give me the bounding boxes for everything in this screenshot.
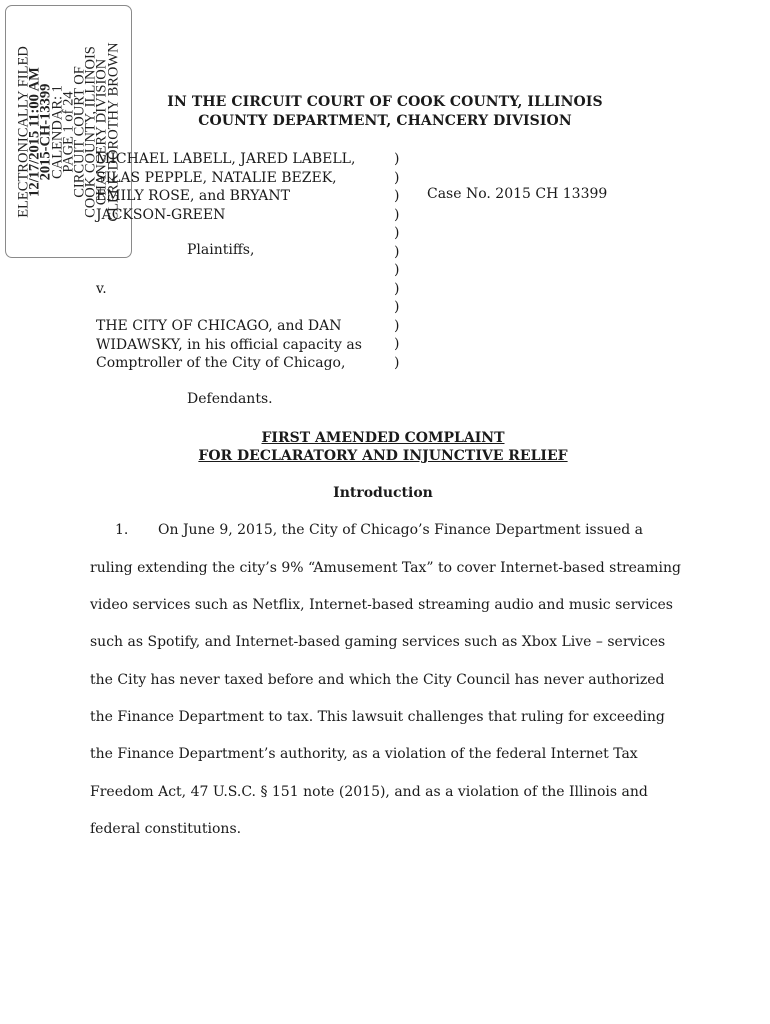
paren: ): [394, 299, 400, 315]
paren: ): [394, 188, 400, 204]
defendants-names: [96, 317, 362, 373]
paragraph-line: ruling extending the city’s 9% “Amusement Tax” to cover Internet-based streaming: [90, 560, 682, 576]
court-title-line-2: COUNTY DEPARTMENT, CHANCERY DIVISION: [198, 113, 572, 129]
paren: ): [394, 206, 400, 223]
paren: ): [394, 317, 400, 334]
defendant-line: THE CITY OF CHICAGO, and DAN: [96, 318, 342, 334]
case-number: Case No. 2015 CH 13399: [427, 186, 608, 202]
paren: ): [394, 225, 400, 241]
defendant-line: WIDAWSKY, in his official capacity as: [96, 336, 362, 353]
defendant-line: Comptroller of the City of Chicago,: [96, 355, 346, 371]
stamp-line: PAGE 1 of 24: [60, 91, 77, 173]
paragraph-line: Freedom Act, 47 U.S.C. § 151 note (2015), and as a violation of the Illinois and: [90, 784, 648, 800]
paren: ): [394, 262, 400, 278]
paren: ): [394, 169, 400, 186]
stamp-line: ELECTRONICALLY FILED: [15, 46, 32, 218]
paragraph-line: video services such as Netflix, Internet-based streaming audio and music services: [90, 597, 673, 613]
caption-parentheses: [394, 150, 399, 372]
section-heading: Introduction: [333, 485, 433, 501]
paren: ): [394, 336, 400, 352]
paragraph-number: 1.: [115, 522, 129, 538]
stamp-line: CLERK DOROTHY BROWN: [105, 42, 122, 222]
complaint-title-line-2: FOR DECLARATORY AND INJUNCTIVE RELIEF: [198, 448, 568, 464]
stamp-line: 2015-CH-13399: [37, 83, 54, 181]
stamp-line: CIRCUIT COURT OF: [71, 66, 88, 198]
stamp-line: 12/17/2015 11:00 AM: [26, 67, 43, 197]
paragraph-line: On June 9, 2015, the City of Chicago’s Finance Department issued a: [158, 522, 643, 538]
versus-label: v.: [96, 281, 107, 297]
paragraph-line: federal constitutions.: [90, 821, 242, 837]
paren: ): [394, 280, 400, 297]
defendants-label: Defendants.: [187, 391, 273, 407]
paragraph-line: the City has never taxed before and which the City Council has never authorized: [90, 672, 665, 688]
paren: ): [394, 243, 400, 260]
plaintiff-line: MICHAEL LABELL, JARED LABELL,: [96, 151, 356, 167]
complaint-title-line-1: FIRST AMENDED COMPLAINT: [261, 430, 505, 446]
stamp-line: CHANCERY DIVISION: [94, 58, 111, 206]
paragraph-line: the Finance Department’s authority, as a violation of the federal Internet Tax: [90, 746, 638, 762]
paren: ): [394, 151, 400, 167]
stamp-line: CALENDAR: 1: [49, 85, 66, 179]
paren: ): [394, 354, 400, 371]
plaintiff-line: EMILY ROSE, and BRYANT: [96, 188, 290, 204]
plaintiff-line: JACKSON-GREEN: [96, 206, 226, 223]
stamp-line: COOK COUNTY, ILLINOIS: [82, 46, 99, 218]
paragraph-line: the Finance Department to tax. This lawsuit challenges that ruling for exceeding: [90, 709, 665, 725]
paragraph-line: such as Spotify, and Internet-based gaming services such as Xbox Live – services: [90, 634, 666, 650]
plaintiff-line: SILAS PEPPLE, NATALIE BEZEK,: [96, 169, 337, 186]
court-title-line-1: IN THE CIRCUIT COURT OF COOK COUNTY, ILLINOIS: [167, 94, 603, 110]
plaintiffs-names: [96, 150, 355, 224]
plaintiffs-label: Plaintiffs,: [187, 242, 255, 258]
